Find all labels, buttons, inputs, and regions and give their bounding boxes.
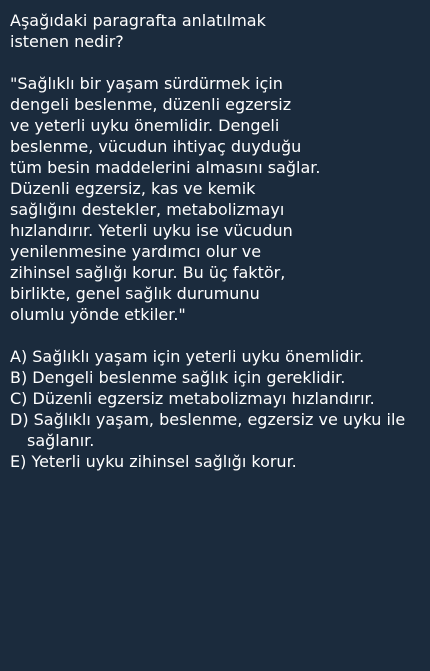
passage-text: "Sağlıklı bir yaşam sürdürmek için dengeli beslenme, düzenli egzersiz ve yeterli uyku önemlidir. Dengeli beslenme, vücudun ihtiyaç duyduğu tüm besin maddelerini almasını sağlar. Düzenli egzersiz, kas ve kemik sağlığını destekler, metabolizmayı hızlandırır. Yeterli uyku ise vücudun yenilenmesine yardımcı olur ve zihinsel sağlığı korur. Bu üç faktör, birlikte, genel sağlık durumunu olumlu yönde etkiler." xyxy=(10,74,321,324)
option-b[interactable]: B) Dengeli beslenme sağlık için gereklidir. xyxy=(10,368,346,387)
question-text: Aşağıdaki paragrafta anlatılmak istenen nedir? xyxy=(10,11,266,51)
option-d[interactable]: D) Sağlıklı yaşam, beslenme, egzersiz ve uyku ile sağlanır. xyxy=(10,410,406,450)
option-a[interactable]: A) Sağlıklı yaşam için yeterli uyku önemlidir. xyxy=(10,347,365,366)
option-c[interactable]: C) Düzenli egzersiz metabolizmayı hızlandırır. xyxy=(10,389,375,408)
answer-options xyxy=(10,346,420,472)
option-e[interactable]: E) Yeterli uyku zihinsel sağlığı korur. xyxy=(10,452,297,471)
